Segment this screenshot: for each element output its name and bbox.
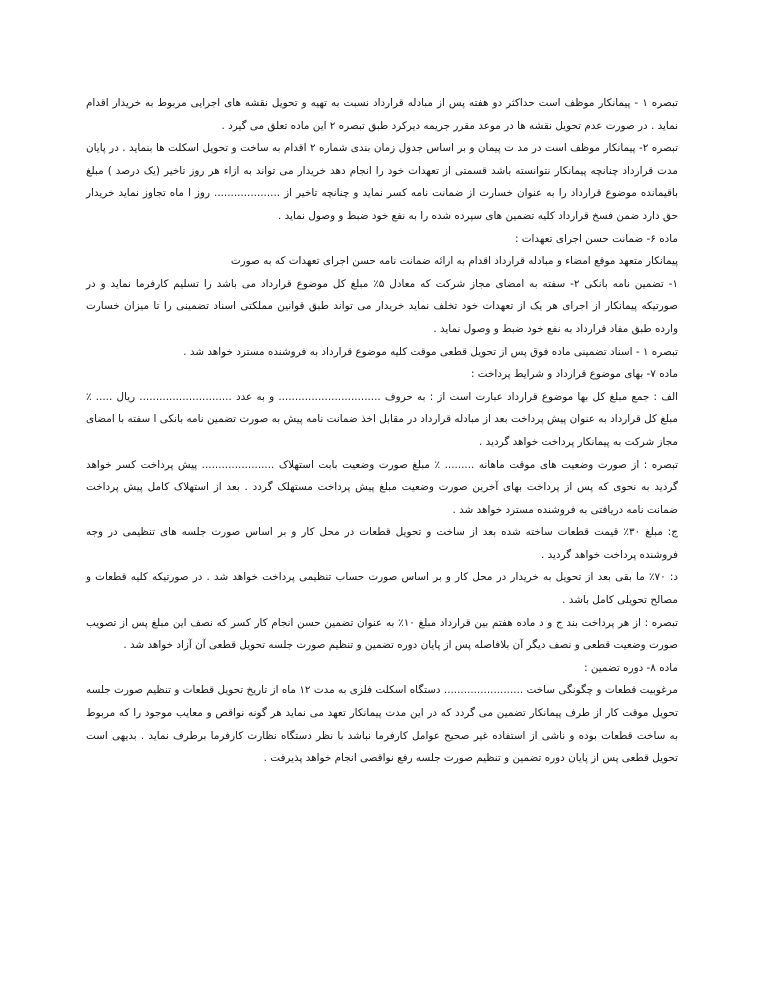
note-1-drawings: تبصره ۱ - پیمانکار موظف است حداکثر دو هفته پس از مبادله قرارداد نسبت به تهیه و تحویل نقشه های اجرایی مربوط به خریدار اقدام نماید . در صورت عدم تحویل نقشه ها در موعد مقرر جریمه دیرکرد طبق تبصره ۲ این ماده تعلق می گیرد . [86,97,678,132]
article-8-warranty-clause: مرغوبیت قطعات و چگونگی ساخت ........................ دستگاه اسکلت فلزی به مدت ۱۲ ماه از تاریخ تحویل قطعات و تنظیم صورت جلسه تحویل موقت کار از طرف پیمانکار تضمین می گردد که در این مدت پیمانکار تعهد می نماید هر گونه نواقص و معایب موجود را که مربوط به ساخت قطعات بوده و ناشی از استفاده غیر صحیح عوامل کارفرما نباشد با نظر دستگاه نظارت کارفرما برطرف نماید . بدیهی است تحویل قطعی پس از پایان دوره تضمین و تنظیم صورت جلسه رفع نواقصی انجام خواهد پذیرفت . [86,684,679,765]
article-6-guarantee-clause: ۱- تضمین نامه بانکی ۲- سفته به امضای مجاز شرکت که معادل ۵٪ مبلغ کل موضوع قرارداد می باشد را تسلیم کارفرما نماید و در صورتیکه پیمانکار از اجرای هر یک از تعهدات خود تخلف نماید خریدار می تواند طبق قوانین مملکتی اسناد تضمینی را تا میزان خسارت وارده طبق مفاد قرارداد به نفع خود ضبط و وصول نماید . [86,277,678,335]
article-6-intro: پیمانکار متعهد موقع امضاء و مبادله قرارداد اقدام به ارائه ضمانت نامه حسن اجرای تعهدات که به صورت [230,255,678,268]
article-7-heading: ماده ۷- بهای موضوع قرارداد و شرایط پرداخت : [471,368,678,381]
note-2-delay-penalty: تبصره ۲- پیمانکار موظف است در مد ت پیمان و بر اساس جدول زمان بندی شماره ۲ اقدام به ساخت و تحویل اسکلت ها بنماید . در پایان مدت قرارداد چنانچه پیمانکار نتوانسته باشد قسمتی از تعهدات خود را انجام دهد خریدار می تواند به ازاء هر روز تاخیر (یک درصد ) مبلغ باقیمانده موضوع قرارداد را به عنوان خسارت از ضمانت نامه کسر نماید و چنانچه تاخیر از .................... روز ا ماه تجاوز نماید خریدار حق دارد ضمن فسخ قرارداد کلیه تضمین های سپرده شده را به نفع خود ضبط و وصول نماید . [86,142,678,222]
article-7-note-retention: تبصره : از هر پرداخت بند ج و د ماده هفتم بین قرارداد مبلغ ۱۰٪ به عنوان تضمین حسن انجام کار کسر که نصف این مبلغ پس از تصویب صورت وضعیت قطعی و نصف دیگر آن بلافاصله پس از پایان دوره تضمین و تنظیم صورت جلسه تحویل قطعی آن آزاد خواهد شد . [86,616,678,652]
article-8-heading: ماده ۸- دوره تضمین : [584,661,678,674]
article-6-heading: ماده ۶- ضمانت حسن اجرای تعهدات : [514,232,678,245]
contract-page [86,92,678,770]
article-7-clause-dal: د: ۷۰٪ ما بقی بعد از تحویل به خریدار در محل کار و بر اساس صورت حساب تنظیمی پرداخت خواهد شد . در صورتیکه کلیه قطعات و مصالح تحویلی کامل باشد . [86,571,678,607]
article-7-note-amortization: تبصره : از صورت وضعیت های موقت ماهانه ......... ٪ مبلغ صورت وضعیت بابت استهلاک ...................... پیش پرداخت کسر خواهد گردید به نحوی که پس از پرداخت بهای آخرین صورت وضعیت مبلغ پیش پرداخت مستهلک گردد . بعد از استهلاک کامل پیش پرداخت ضمانت نامه دریافتی به فروشنده مسترد خواهد شد . [86,458,678,516]
article-6-note-1: تبصره ۱ - اسناد تضمینی ماده فوق پس از تحویل قطعی موقت کلیه موضوع قرارداد به فروشنده مسترد خواهد شد . [183,345,678,358]
article-7-clause-jim: ج: مبلغ ۳۰٪ قیمت قطعات ساخته شده بعد از ساخت و تحویل قطعات در محل کار و بر اساس صورت جلسه های تنظیمی در وجه فروشنده پرداخت خواهد گردید . [86,526,678,561]
article-7-clause-alef: الف : جمع مبلغ کل بها موضوع قرارداد عبارت است از : به حروف ............................... و به عدد ............................ ریال ..... ٪ مبلغ کل قرارداد به عنوان پیش پرداخت بعد از مبادله قرارداد در مقابل اخذ ضمانت نامه پیش به صورت تضمین نامه بانکی ا سفته با امضای مجاز شرکت به پیمانکار پرداخت خواهد گردید . [86,390,678,448]
